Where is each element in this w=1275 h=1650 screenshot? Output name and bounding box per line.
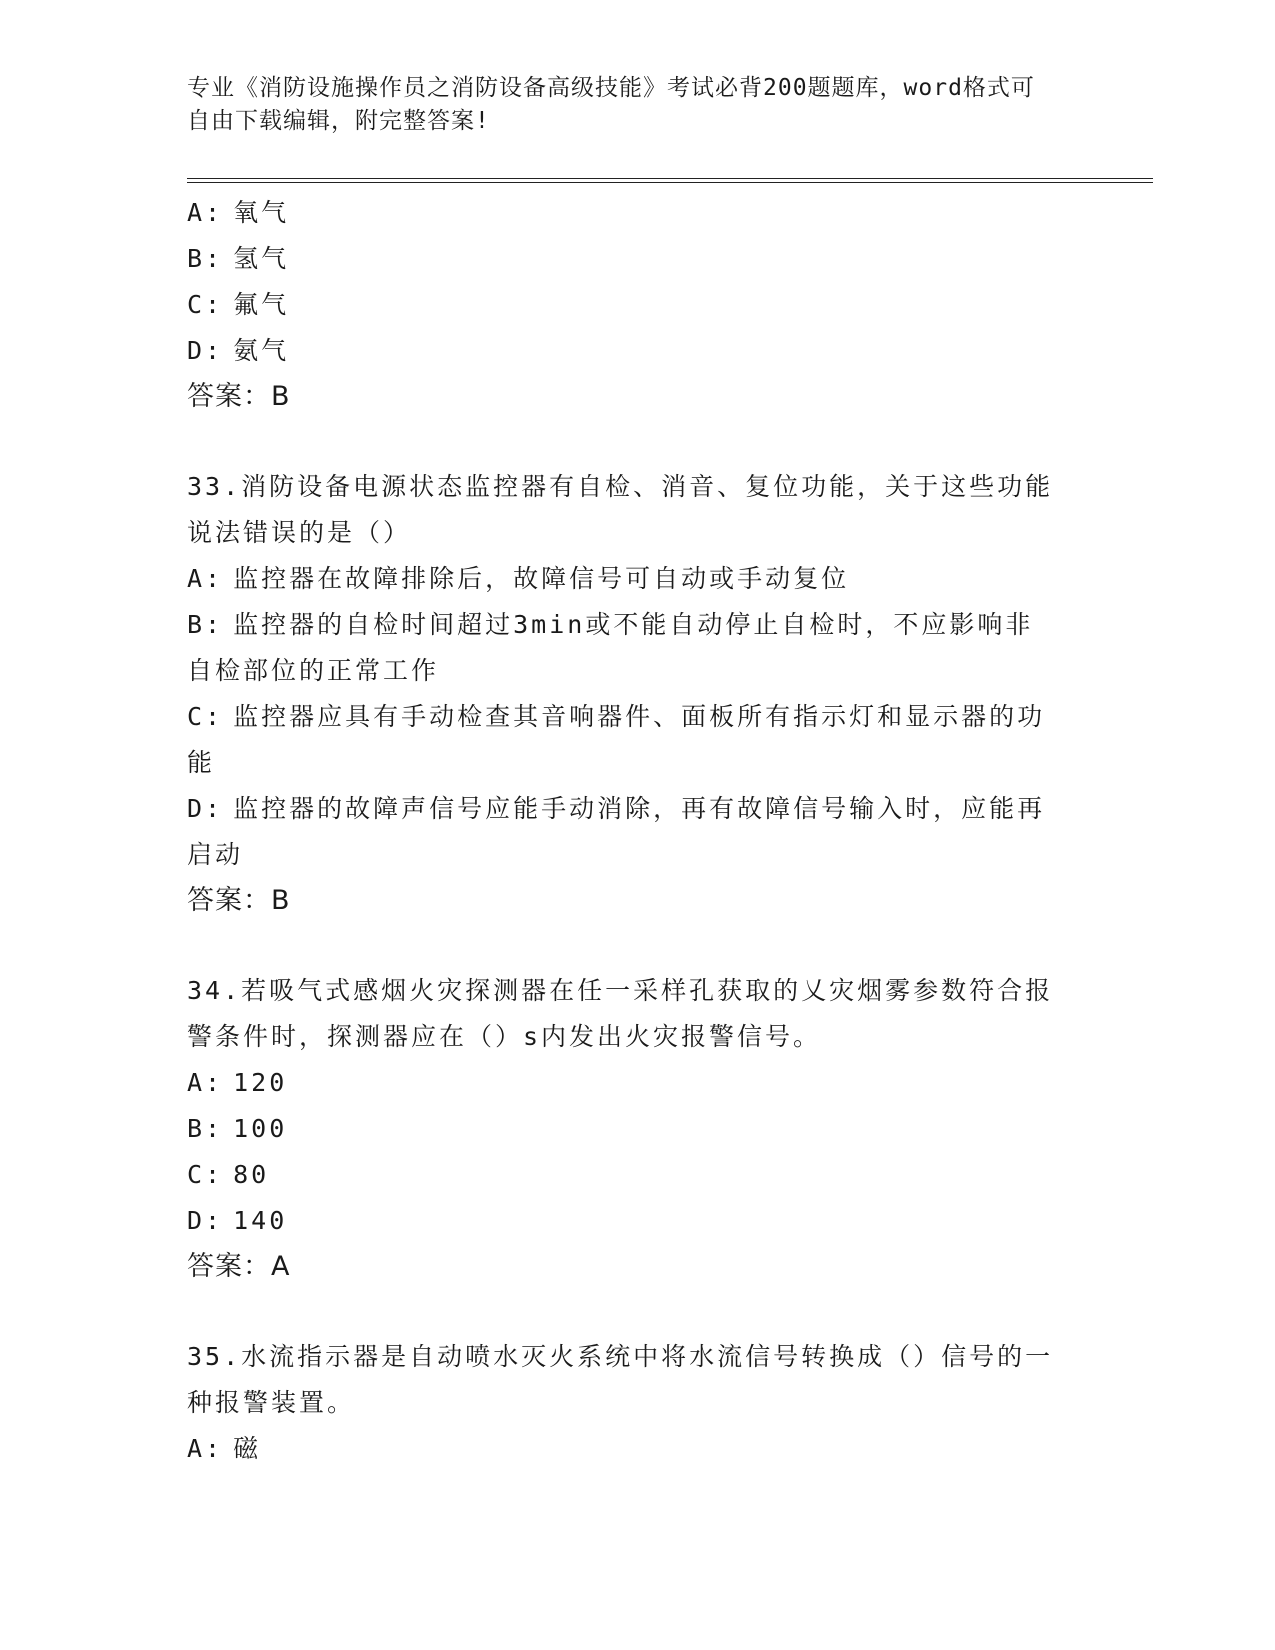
question-34 (187, 968, 1077, 1290)
option-a: A: 磁 (187, 1434, 262, 1463)
question-stem-cont: 说法错误的是（） (187, 518, 412, 547)
option-c: C: 监控器应具有手动检查其音响器件、面板所有指示灯和显示器的功 (187, 702, 1046, 731)
option-b: B: 监控器的自检时间超过3min或不能自动停止自检时，不应影响非 (187, 610, 1034, 639)
option-c: C: 氟气 (187, 290, 290, 319)
option-b-cont: 自检部位的正常工作 (187, 656, 440, 685)
answer-line: 答案：B (187, 381, 291, 412)
option-a: A: 监控器在故障排除后，故障信号可自动或手动复位 (187, 564, 850, 593)
question-stem: 35.水流指示器是自动喷水灭火系统中将水流信号转换成（）信号的一 (187, 1342, 1054, 1371)
question-body (187, 190, 1077, 1472)
option-d: D: 140 (187, 1206, 288, 1235)
question-stem: 33.消防设备电源状态监控器有自检、消音、复位功能，关于这些功能 (187, 472, 1054, 501)
answer-line: 答案：B (187, 885, 291, 916)
option-d-cont: 启动 (187, 840, 244, 869)
header-line-2: 自由下载编辑，附完整答案! (187, 108, 490, 134)
option-b: B: 氢气 (187, 244, 290, 273)
question-stem: 34.若吸气式感烟火灾探测器在任一采样孔获取的乂灾烟雾参数符合报 (187, 976, 1054, 1005)
option-a: A: 氧气 (187, 198, 290, 227)
question-stem-cont: 种报警装置。 (187, 1388, 356, 1417)
question-33 (187, 464, 1077, 924)
question-35 (187, 1334, 1077, 1472)
question-32 (187, 190, 1077, 420)
header-divider (187, 178, 1153, 183)
option-d: D: 监控器的故障声信号应能手动消除，再有故障信号输入时，应能再 (187, 794, 1046, 823)
option-d: D: 氨气 (187, 336, 290, 365)
option-a: A: 120 (187, 1068, 288, 1097)
option-b: B: 100 (187, 1114, 288, 1143)
answer-line: 答案：A (187, 1251, 291, 1282)
header-line-1: 专业《消防设施操作员之消防设备高级技能》考试必背200题题库，word格式可 (187, 75, 1035, 101)
document-header (187, 72, 1067, 138)
question-stem-cont: 警条件时，探测器应在（）s内发出火灾报警信号。 (187, 1022, 822, 1051)
option-c-cont: 能 (187, 748, 216, 777)
option-c: C: 80 (187, 1160, 270, 1189)
